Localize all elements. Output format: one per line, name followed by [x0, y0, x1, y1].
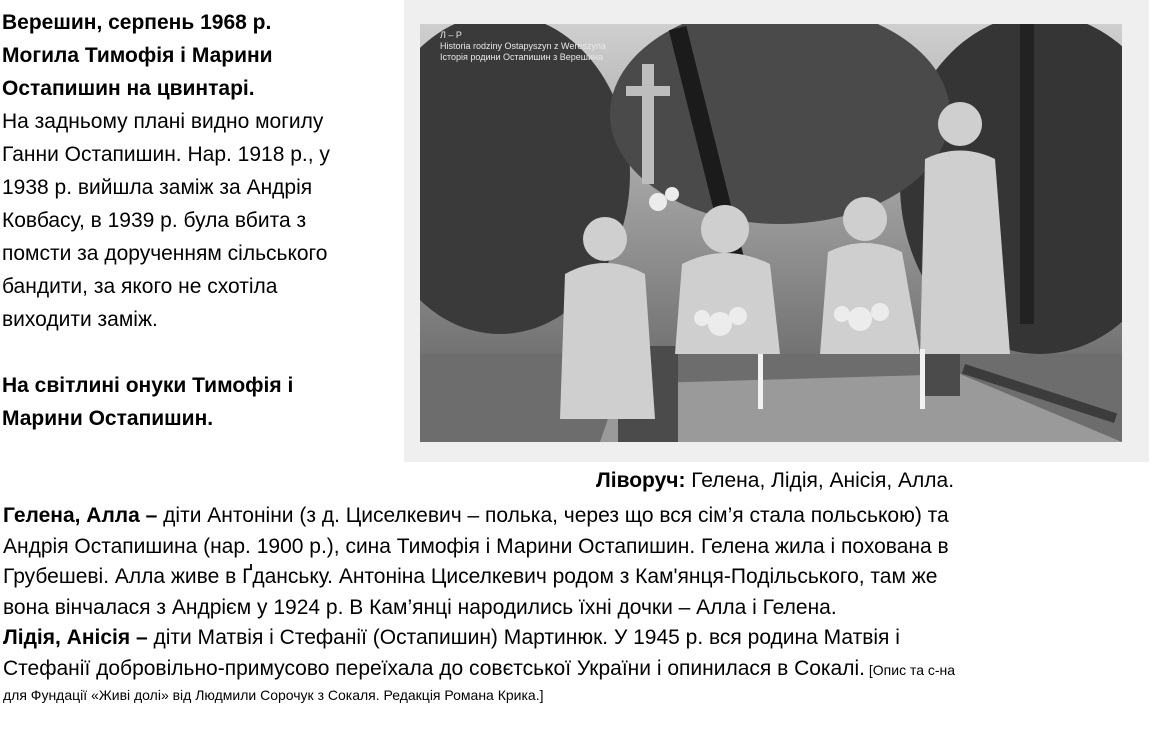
- paragraph-label: Лідія, Анісія –: [3, 626, 148, 649]
- paragraph-text: діти Матвія і Стефанії (Остапишин) Мартинюк. У 1945 р. вся родина Матвія і: [147, 626, 900, 649]
- people-names: Гелена, Лідія, Анісія, Алла.: [685, 469, 955, 492]
- paragraph-helena-alla: [3, 501, 1151, 532]
- left-to-right-label: Ліворуч:: [596, 469, 686, 492]
- paragraph-text: діти Антоніни (з д. Циселкевич – полька, через що вся сім’я стала польською) та: [157, 504, 949, 527]
- spacer: [2, 336, 402, 369]
- caption-body-line: виходити заміж.: [2, 308, 158, 331]
- caption-footer-line: На світлині онуки Тимофія і: [2, 374, 294, 397]
- caption-title-line: Остапишин на цвинтарі.: [2, 77, 255, 100]
- grave-photograph: [420, 24, 1122, 442]
- watermark-line: Historia rodziny Ostapyszyn z Wereszyna: [440, 41, 606, 51]
- caption-body-line: Ганни Остапишин. Нар. 1918 р., у: [2, 143, 330, 166]
- caption-body-line: 1938 р. вийшла заміж за Андрія: [2, 176, 313, 199]
- paragraph-text: Стефанії добровільно-примусово переїхала до совєтської України і опинилася в Сокалі.: [3, 656, 865, 680]
- paragraph-line: [3, 654, 1151, 686]
- source-note-line: для Фундації «Живі долі» від Людмили Сорочук з Сокаля. Редакція Романа Крика.]: [3, 687, 544, 703]
- description-text: [3, 501, 1151, 705]
- source-note: [Опис та с-на: [865, 661, 956, 678]
- paragraph-line: Грубешеві. Алла живе в Ґданську. Антоніна Циселкевич родом з Кам'янця-Подільського, там же: [3, 565, 938, 588]
- photo-frame: [404, 0, 1149, 462]
- caption-body-line: помсти за дорученням сільського: [2, 242, 328, 265]
- paragraph-label: Гелена, Алла –: [3, 504, 158, 527]
- caption-footer-line: Марини Остапишин.: [2, 407, 214, 430]
- caption-title-line: Верешин, серпень 1968 р.: [2, 11, 272, 34]
- paragraph-line: Андрія Остапишина (нар. 1900 р.), сина Тимофія і Марини Остапишин. Гелена жила і похована в: [3, 534, 949, 558]
- photo-watermark: [440, 30, 606, 63]
- people-order-caption: [596, 467, 954, 495]
- photo-illustration: [420, 24, 1122, 442]
- watermark-line: Л – Р: [440, 30, 462, 40]
- caption-body-line: На задньому плані видно могилу: [2, 110, 324, 133]
- caption-body-line: Ковбасу, в 1939 р. була вбита з: [2, 209, 307, 232]
- caption-title-line: Могила Тимофія і Марини: [2, 44, 273, 67]
- photo-caption: [2, 6, 402, 435]
- caption-body-line: бандити, за якого не схотіла: [2, 275, 278, 298]
- watermark-line: Історія родини Остапишин з Верешина: [440, 52, 604, 62]
- paragraph-lidia-anisia: [3, 623, 1151, 654]
- paragraph-line: вона вінчалася з Андрієм у 1924 р. В Кам’янці народились їхні дочки – Алла і Гелена.: [3, 595, 837, 619]
